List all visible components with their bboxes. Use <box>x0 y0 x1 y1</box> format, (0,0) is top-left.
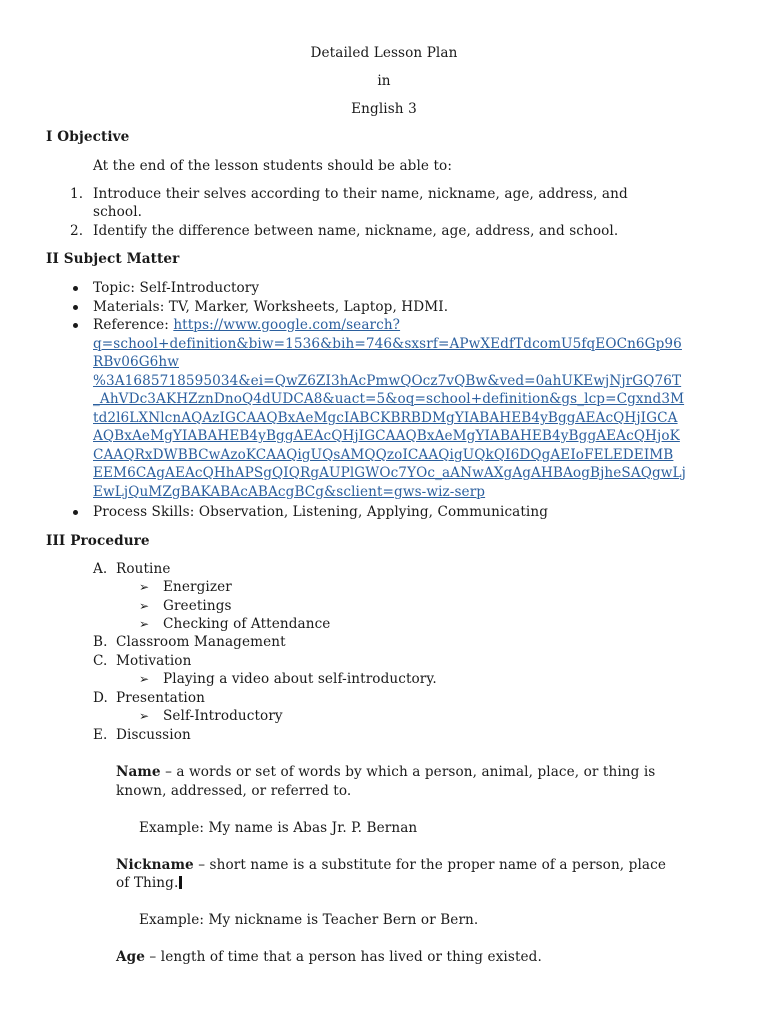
routine-greetings: Greetings <box>163 598 232 614</box>
reference-label: Reference: <box>93 317 174 333</box>
reference-item <box>93 316 400 334</box>
procedure-letter: A. <box>93 561 108 577</box>
objective-item-2: Identify the difference between name, nickname, age, address, and school. <box>93 223 619 239</box>
reference-link-line[interactable]: EEM6CAgAEAcQHhAPSgQIQRgAUPlGWOc7YOc_aANwAXgAgAHBAogBjheSAQgwLj <box>93 465 686 481</box>
nickname-definition-end: of Thing. <box>116 875 179 891</box>
procedure-motivation: Motivation <box>116 653 192 669</box>
procedure-letter: D. <box>93 690 108 706</box>
name-definition: – a words or set of words by which a person, animal, place, or thing is <box>160 764 656 780</box>
reference-link-line[interactable]: td2l6LXNlcnAQAzIGCAAQBxAeMgcIABCKBRBDMgYIABAHEB4yBggAEAcQHjIGCA <box>93 410 678 426</box>
bullet-icon <box>73 286 78 291</box>
procedure-discussion: Discussion <box>116 727 191 743</box>
objective-intro: At the end of the lesson students should be able to: <box>93 158 453 174</box>
routine-energizer: Energizer <box>163 579 232 595</box>
arrow-bullet-icon: ➢ <box>139 580 150 594</box>
reference-link-line[interactable]: %3A1685718595034&ei=QwZ6ZI3hAcPmwQOcz7vQBw&ved=0ahUKEwjNjrGQ76T <box>93 373 682 389</box>
reference-link-line[interactable]: _AhVDc3AKHZznDnoQ4dUDCA8&uact=5&oq=school+definition&gs_lcp=Cgxnd3M <box>93 391 685 407</box>
age-definition <box>116 948 542 966</box>
bullet-icon <box>73 510 78 515</box>
subject-matter-heading: II Subject Matter <box>46 251 180 267</box>
arrow-bullet-icon: ➢ <box>139 709 150 723</box>
procedure-letter: B. <box>93 634 108 650</box>
materials-item: Materials: TV, Marker, Worksheets, Laptop, HDMI. <box>93 299 449 315</box>
procedure-presentation: Presentation <box>116 690 205 706</box>
procedure-letter: C. <box>93 653 108 669</box>
procedure-letter: E. <box>93 727 108 743</box>
age-definition-text: – length of time that a person has lived or thing existed. <box>145 949 542 965</box>
procedure-routine: Routine <box>116 561 171 577</box>
text-cursor <box>179 876 182 889</box>
procedure-classroom-management: Classroom Management <box>116 634 286 650</box>
objective-item-number: 1. <box>70 186 84 202</box>
reference-link-line[interactable]: CAAQRxDWBBCwAzoKCAAQigUQsAMQQzoICAAQigUQkQI6DQgAEIoFELEDEIMB <box>93 447 674 463</box>
routine-attendance: Checking of Attendance <box>163 616 331 632</box>
arrow-bullet-icon: ➢ <box>139 599 150 613</box>
doc-subject: English 3 <box>351 101 417 117</box>
name-definition-line2: known, addressed, or referred to. <box>116 783 352 799</box>
doc-title-in: in <box>377 73 391 89</box>
presentation-self-intro: Self-Introductory <box>163 708 283 724</box>
bullet-icon <box>73 305 78 310</box>
reference-link-line[interactable]: AQBxAeMgYIABAHEB4yBggAEAcQHjIGCAAQBxAeMgYIABAHEB4yBggAEAcQHjoK <box>93 428 680 444</box>
doc-title: Detailed Lesson Plan <box>310 45 458 61</box>
reference-link-line[interactable]: RBv06G6hw <box>93 354 180 370</box>
name-definition-line1 <box>116 763 655 781</box>
arrow-bullet-icon: ➢ <box>139 617 150 631</box>
name-term: Name <box>116 764 161 780</box>
nickname-term: Nickname <box>116 857 194 873</box>
topic-item: Topic: Self-Introductory <box>93 280 260 296</box>
age-term: Age <box>116 949 146 965</box>
objective-heading: I Objective <box>46 129 130 145</box>
objective-item-1-line2: school. <box>93 204 143 220</box>
nickname-example: Example: My nickname is Teacher Bern or Bern. <box>139 912 479 928</box>
nickname-definition: – short name is a substitute for the proper name of a person, place <box>193 857 666 873</box>
name-example: Example: My name is Abas Jr. P. Bernan <box>139 820 418 836</box>
reference-link[interactable]: https://www.google.com/search? <box>173 317 401 333</box>
reference-link-line[interactable]: q=school+definition&biw=1536&bih=746&sxsrf=APwXEdfTdcomU5fqEOCn6Gp96 <box>93 336 682 352</box>
bullet-icon <box>73 323 78 328</box>
objective-item-1-line1: Introduce their selves according to their name, nickname, age, address, and <box>93 186 628 202</box>
objective-item-number: 2. <box>70 223 84 239</box>
procedure-heading: III Procedure <box>46 533 150 549</box>
reference-link-line[interactable]: EwLjQuMZgBAKABAcABAcgBCg&sclient=gws-wiz-serp <box>93 484 486 500</box>
arrow-bullet-icon: ➢ <box>139 672 150 686</box>
nickname-definition-line2 <box>116 874 182 892</box>
nickname-definition-line1 <box>116 856 666 874</box>
motivation-video: Playing a video about self-introductory. <box>163 671 437 687</box>
process-skills-item: Process Skills: Observation, Listening, Applying, Communicating <box>93 504 549 520</box>
